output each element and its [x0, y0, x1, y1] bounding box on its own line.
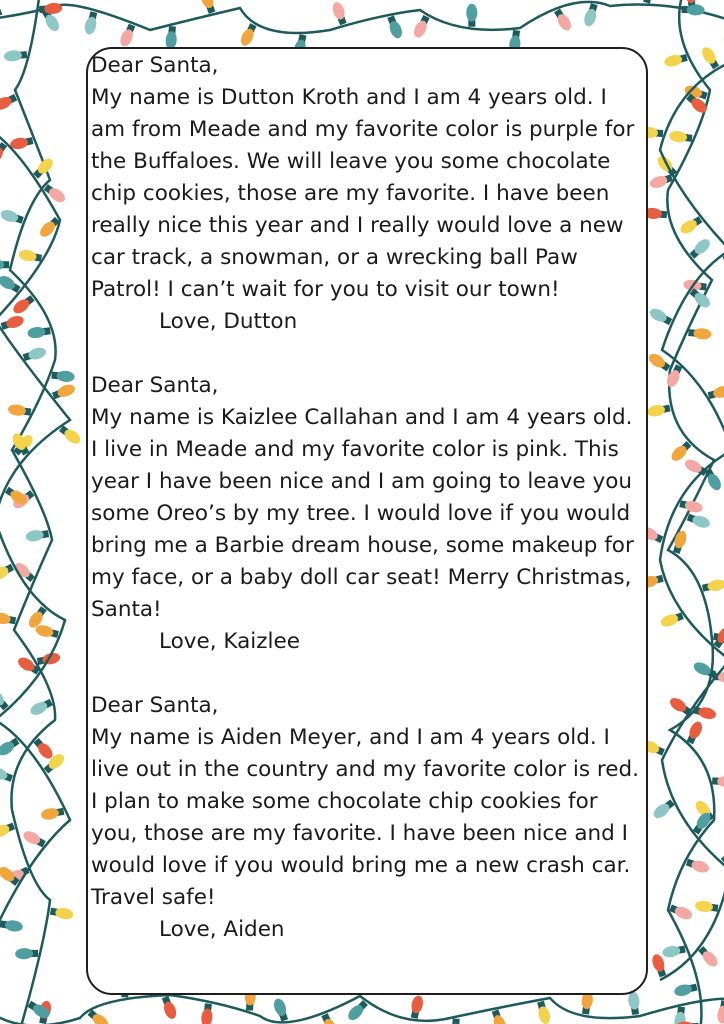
light-bulb-icon: [238, 22, 258, 47]
light-bulb-icon: [449, 1018, 461, 1024]
letter-signoff: Love, Kaizlee: [159, 629, 300, 654]
light-bulb-icon: [7, 403, 31, 417]
letter-greeting: Dear Santa,: [91, 373, 219, 398]
letter-greeting: Dear Santa,: [91, 693, 219, 718]
light-bulb-icon: [679, 498, 704, 514]
light-bulb-icon: [22, 346, 47, 363]
light-bulb-icon: [118, 23, 137, 48]
letter-body: My name is Dutton Kroth and I am 4 years old. I am from Meade and my favorite color is purple for the Buffaloes. We will leave you some chocolate chip cookies, those are my favorite. I have been really nice this year and I really would love a new car track, a snowman, or a wrecking ball Paw Patrol! I can’t wait for you to visit our town!: [91, 85, 635, 302]
light-bulb-icon: [716, 1000, 724, 1024]
light-bulb-icon: [707, 384, 724, 401]
light-bulb-icon: [409, 995, 425, 1020]
light-bulb-icon: [669, 130, 693, 144]
light-bulb-icon: [272, 997, 290, 1022]
letter-signoff: Love, Dutton: [159, 309, 298, 334]
light-cord: [0, 2, 724, 33]
light-bulb-icon: [51, 370, 75, 383]
light-bulb-icon: [661, 944, 686, 959]
light-bulb-icon: [0, 611, 17, 626]
light-bulb-icon: [43, 182, 68, 205]
light-bulb-icon: [674, 1006, 687, 1024]
light-bulb-icon: [686, 512, 711, 530]
light-bulb-icon: [0, 208, 24, 226]
light-bulb-icon: [659, 611, 684, 629]
light-bulb-icon: [4, 49, 28, 62]
light-bulb-icon: [34, 623, 59, 639]
light-bulb-icon: [702, 578, 724, 593]
light-bulb-icon: [28, 697, 53, 717]
light-bulb-icon: [27, 325, 51, 339]
light-bulb-icon: [25, 528, 49, 543]
light-bulb-icon: [330, 1, 348, 26]
light-bulb-icon: [58, 424, 83, 447]
light-bulb-icon: [18, 248, 43, 263]
light-bulb-icon: [663, 52, 688, 68]
light-bulb-icon: [32, 156, 56, 180]
light-bulb-icon: [712, 775, 724, 787]
light-bulb-icon: [685, 857, 710, 875]
letter-signoff: Love, Aiden: [159, 917, 285, 942]
light-bulb-icon: [673, 982, 698, 998]
light-bulb-icon: [411, 14, 431, 39]
light-bulb-icon: [21, 829, 46, 850]
light-bulb-icon: [51, 382, 76, 401]
letter-body: My name is Kaizlee Callahan and I am 4 years old. I live in Meade and my favorite color is pink. This year I have been nice and I am going to leave you some Oreo’s by my tree. I would love if you would bring me a Barbie dream house, some makeup for my face, or a baby doll car seat! Merry Christmas, Santa!: [91, 405, 634, 622]
light-bulb-icon: [683, 457, 708, 478]
light-bulb-icon: [50, 906, 75, 921]
light-bulb-icon: [627, 991, 641, 1015]
light-bulb-icon: [651, 798, 676, 821]
light-bulb-icon: [0, 273, 22, 294]
light-bulb-icon: [0, 92, 18, 112]
light-bulb-icon: [15, 948, 38, 960]
light-bulb-icon: [648, 306, 673, 327]
light-bulb-icon: [535, 1000, 552, 1024]
light-bulb-icon: [681, 4, 704, 16]
letter-kaizlee: [91, 370, 643, 658]
light-bulb-icon: [466, 4, 477, 27]
light-bulb-icon: [552, 8, 573, 33]
light-bulb-icon: [692, 704, 717, 720]
light-bulb-icon: [200, 1003, 213, 1024]
light-bulb-icon: [685, 720, 705, 745]
light-bulb-icon: [678, 215, 703, 237]
letters-container: [91, 50, 643, 978]
light-bulb-icon: [688, 327, 712, 340]
light-bulb-icon: [699, 45, 720, 70]
light-bulb-icon: [385, 15, 404, 40]
light-bulb-icon: [0, 821, 16, 840]
light-bulb-icon: [0, 0, 4, 18]
light-bulb-icon: [688, 236, 712, 260]
light-bulb-icon: [0, 259, 9, 270]
light-bulb-icon: [582, 3, 599, 28]
letter-aiden: [91, 690, 643, 946]
letter-body: My name is Aiden Meyer, and I am 4 years old. I live out in the country and my favorite color is red. I plan to make some chocolate chip cookies for you, those are my favorite. I have been nice and I would love if you would bring me a new crash car. Travel safe!: [91, 725, 639, 910]
light-bulb-icon: [40, 806, 65, 821]
letter-dutton: [91, 50, 643, 338]
letter-greeting: Dear Santa,: [91, 53, 219, 78]
light-bulb-icon: [646, 403, 671, 418]
light-bulb-icon: [199, 0, 217, 15]
light-bulb-icon: [0, 314, 25, 332]
light-bulb-icon: [490, 1009, 508, 1024]
light-bulb-icon: [0, 918, 24, 932]
light-bulb-icon: [160, 995, 178, 1020]
light-bulb-icon: [83, 11, 99, 36]
light-bulb-icon: [697, 945, 721, 969]
light-bulb-icon: [0, 765, 14, 783]
light-bulb-icon: [694, 900, 718, 914]
